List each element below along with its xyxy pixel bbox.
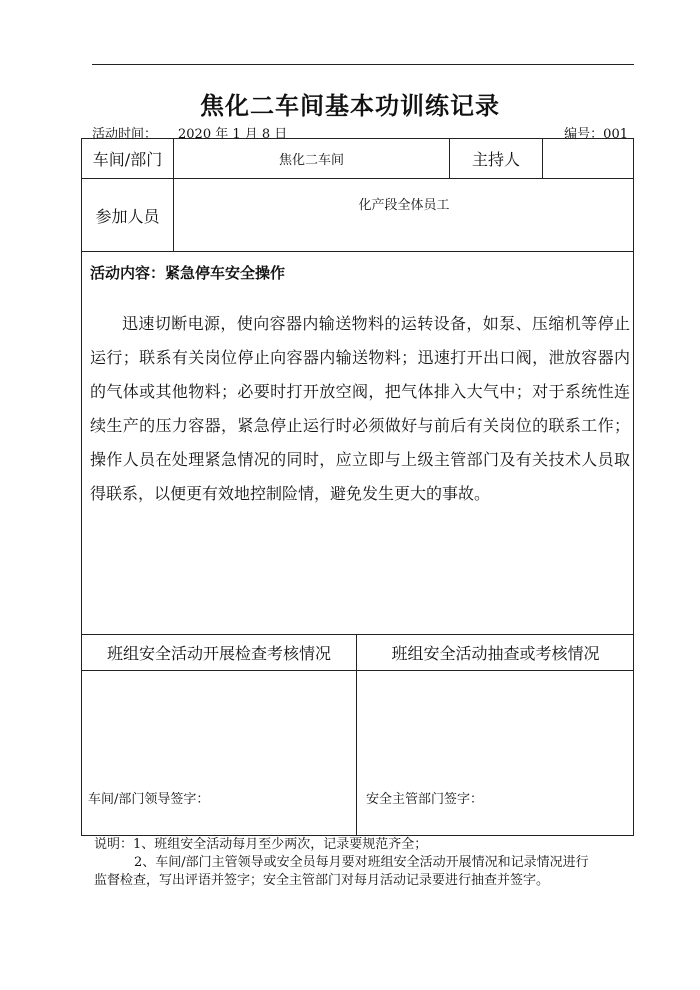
page-title: 焦化二车间基本功训练记录 [200, 91, 500, 120]
serial-number: 编号：001 [564, 127, 628, 142]
row-divider [82, 670, 633, 671]
date-label: 活动时间： [92, 127, 158, 142]
date-value: 2020 年 1 月 8 日 [178, 127, 288, 142]
workshop-value: 焦化二车间 [278, 153, 344, 168]
row-divider [82, 251, 633, 252]
content-body: 迅速切断电源，使向容器内输送物料的运转设备，如泵、压缩机等停止运行；联系有关岗位停止向容器内输送物料；迅速打开出口阀，泄放容器内的气体或其他物料；必要时打开放空阀，把气体排入大气中；对于系统性连续生产的压力容器，紧急停止运行时必须做好与前后有关岗位的联系工作；操作人员在处理紧急情况的同时，应立即与上级主管部门及有关技术人员取得联系，以便更有效地控制险情，避免发生更大的事故。 [90, 314, 630, 503]
content-title: 活动内容：紧急停车安全操作 [90, 264, 286, 282]
participants-label: 参加人员 [95, 206, 160, 226]
participants-value: 化产段全体员工 [358, 197, 450, 213]
note-line-3: 监督检查，写出评语并签字；安全主管部门对每月活动记录要进行抽查并签字。 [94, 873, 550, 888]
host-label: 主持人 [471, 150, 520, 169]
workshop-label: 车间/部门 [92, 150, 163, 169]
note-line-1: 说明：1、班组安全活动每月至少两次，记录要规范齐全； [94, 837, 428, 852]
check-right-title: 班组安全活动抽查或考核情况 [391, 644, 600, 663]
top-rule [92, 64, 634, 65]
sign-left: 车间/部门领导签字： [88, 792, 210, 807]
sign-right: 安全主管部门签字： [366, 792, 484, 807]
notes [94, 836, 634, 890]
note-line-2: 2、车间/部门主管领导或安全员每月要对班组安全活动开展情况和记录情况进行 [134, 855, 589, 870]
record-table [81, 138, 634, 836]
check-left-title: 班组安全活动开展检查考核情况 [106, 644, 331, 663]
host-value [543, 139, 634, 178]
